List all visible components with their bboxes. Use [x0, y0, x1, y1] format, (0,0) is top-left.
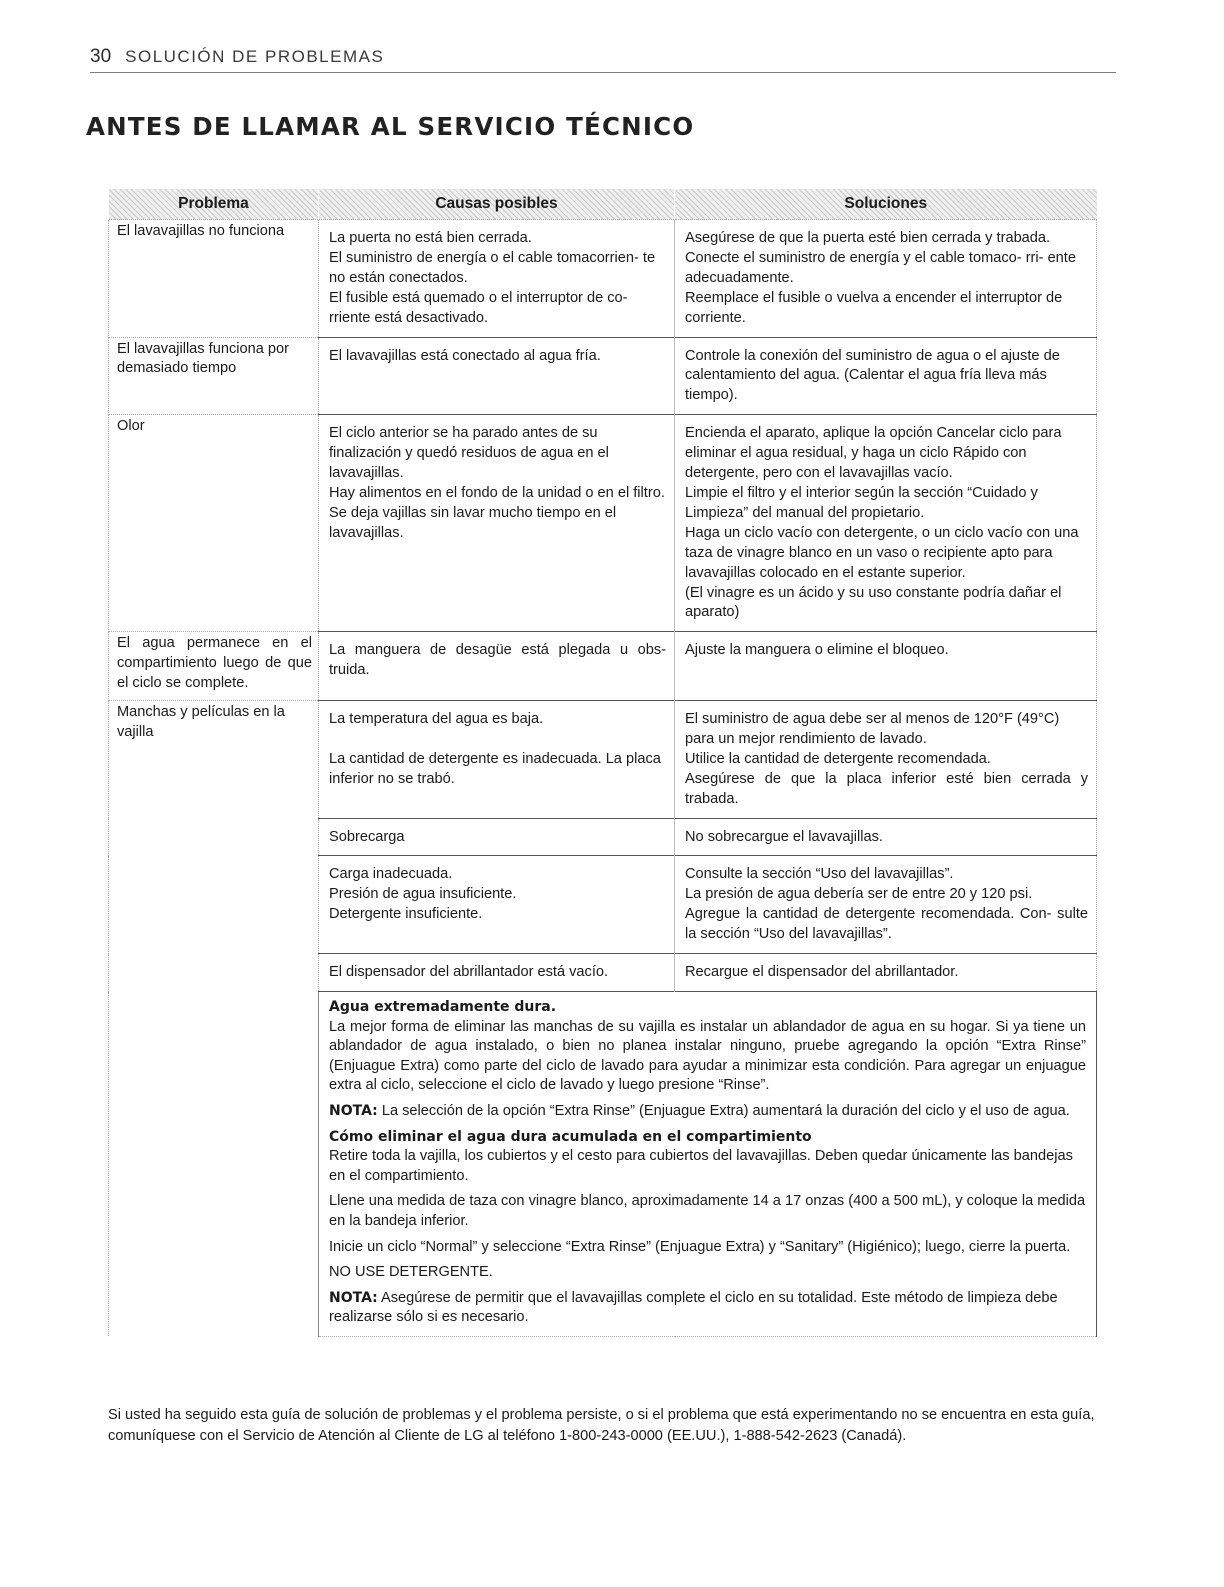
cause-text: Se deja vajillas sin lavar mucho tiempo en el lavavajillas.	[329, 504, 617, 541]
note-subheading: Cómo eliminar el agua dura acumulada en el compartimiento	[329, 1128, 812, 1145]
solution-text: Recargue el dispensador del abrillantador.	[685, 964, 959, 981]
column-header-solutions: Soluciones	[675, 189, 1097, 220]
solution-text: Controle la conexión del suministro de agua o el ajuste de calentamiento del agua. (Calentar el agua fría lleva más tiempo).	[685, 347, 1060, 404]
nota-text: Asegúrese de permitir que el lavavajillas complete el ciclo en su totalidad. Este método de limpieza debe realizarse sólo si es necesario.	[329, 1289, 1058, 1326]
solution-text: Agregue la cantidad de detergente recomendada. Con- sulte la sección “Uso del lavavajillas”.	[685, 906, 1088, 943]
causes-cell	[319, 415, 675, 632]
table-row	[109, 701, 1097, 819]
hard-water-note-box	[319, 992, 1097, 1337]
solution-text: Encienda el aparato, aplique la opción Cancelar ciclo para eliminar el agua residual, y haga un ciclo Rápido con detergente, pero con el lavavajillas vacío.	[685, 425, 1062, 482]
problem-cell: El agua permanece en el compartimiento luego de que el ciclo se complete.	[109, 632, 319, 701]
cause-text: Hay alimentos en el fondo de la unidad o en el filtro.	[329, 484, 665, 501]
cause-text: El fusible está quemado o el interruptor de co- rriente está desactivado.	[329, 289, 628, 326]
solutions-cell	[675, 701, 1097, 819]
table-row	[109, 220, 1097, 338]
page-title: ANTES DE LLAMAR AL SERVICIO TÉCNICO	[86, 112, 695, 141]
cause-text: El dispensador del abrillantador está vacío.	[329, 964, 609, 981]
solution-text: (El vinagre es un ácido y su uso constante podría dañar el aparato)	[685, 584, 1062, 621]
table-header-row	[109, 189, 1097, 220]
solution-text: El suministro de agua debe ser al menos de 120°F (49°C) para un mejor rendimiento de lavado.	[685, 711, 1060, 747]
cause-text: Sobrecarga	[329, 828, 405, 845]
problem-cell: Manchas y películas en la vajilla	[109, 701, 319, 1337]
solution-text: Asegúrese de que la puerta esté bien cerrada y trabada.	[685, 230, 1051, 246]
causes-cell	[319, 632, 675, 701]
note-step: Llene una medida de taza con vinagre blanco, aproximadamente 14 a 17 onzas (400 a 500 mL), y coloque la medida en la bandeja inferior.	[329, 1193, 1086, 1229]
cause-text: El suministro de energía o el cable tomacorrien- te no están conectados.	[329, 249, 656, 286]
solution-text: La presión de agua debería ser de entre 20 y 120 psi.	[685, 886, 1033, 903]
note-step: Inicie un ciclo “Normal” y seleccione “Extra Rinse” (Enjuague Extra) y “Sanitary” (Higiénico); luego, cierre la puerta.	[329, 1238, 1071, 1255]
solution-text: Ajuste la manguera o elimine el bloqueo.	[685, 642, 949, 659]
solution-text: Asegúrese de que la placa inferior esté bien cerrada y trabada.	[685, 770, 1088, 807]
causes-cell	[319, 856, 675, 954]
cause-text: La cantidad de detergente es inadecuada. La placa inferior no se trabó.	[329, 750, 661, 787]
causes-cell	[319, 337, 675, 415]
cause-text: Presión de agua insuficiente.	[329, 886, 517, 903]
cause-text: La puerta no está bien cerrada.	[329, 230, 532, 246]
cause-spacer	[329, 730, 666, 750]
solutions-cell	[675, 337, 1097, 415]
solution-text: Haga un ciclo vacío con detergente, o un ciclo vacío con una taza de vinagre blanco en un vaso o recipiente apto para lavavajillas colocado en el estante superior.	[685, 524, 1079, 581]
footer-contact-text: Si usted ha seguido esta guía de solución de problemas y el problema persiste, o si el problema que está experimentando no se encuentra en esta guía, comuníquese con el Servicio de Atención al Cliente de LG al teléfono 1-800-243-0000 (EE.UU.), 1-888-542-2623 (Canadá).	[108, 1407, 1095, 1444]
solution-text: Limpie el filtro y el interior según la sección “Cuidado y Limpieza” del manual del propietario.	[685, 484, 1038, 521]
causes-cell	[319, 818, 675, 856]
column-header-problem: Problema	[109, 189, 319, 220]
nota-text: La selección de la opción “Extra Rinse” (Enjuague Extra) aumentará la duración del ciclo y el uso de agua.	[377, 1102, 1070, 1119]
note-intro: La mejor forma de eliminar las manchas de su vajilla es instalar un ablandador de agua en su hogar. Si ya tiene un ablandador de agua instalado, o bien no planea instalar ninguno, pruebe agregando la opción “Extra Rinse” (Enjuague Extra) como parte del ciclo de lavado para ayudar a minimizar esta condición. Para agregar un enjuague extra al ciclo, seleccione el ciclo de lavado y luego presione “Rinse”.	[329, 1018, 1086, 1094]
column-header-causes: Causas posibles	[319, 189, 675, 220]
nota-label: NOTA:	[329, 1289, 378, 1306]
table-row	[109, 415, 1097, 632]
page-header	[90, 46, 1116, 73]
page-number: 30	[90, 46, 112, 67]
note-step: Retire toda la vajilla, los cubiertos y el cesto para cubiertos del lavavajillas. Deben quedar únicamente las bandejas en el compartimiento.	[329, 1148, 1073, 1184]
note-paragraph	[329, 1289, 1086, 1328]
problem-cell: El lavavajillas no funciona	[109, 220, 319, 338]
causes-cell	[319, 954, 675, 992]
solution-text: Conecte el suministro de energía y el cable tomaco- rri- ente adecuadamente.	[685, 249, 1076, 286]
note-heading: Agua extremadamente dura.	[329, 999, 557, 1015]
cause-text: Carga inadecuada.	[329, 866, 453, 883]
table-row	[109, 632, 1097, 701]
solutions-cell	[675, 818, 1097, 856]
solutions-cell	[675, 954, 1097, 992]
note-step: NO USE DETERGENTE.	[329, 1264, 493, 1281]
problem-cell: El lavavajillas funciona por demasiado tiempo	[109, 337, 319, 415]
table-row	[109, 337, 1097, 415]
cause-text: La manguera de desagüe está plegada u obs- truida.	[329, 642, 666, 679]
section-title: SOLUCIÓN DE PROBLEMAS	[125, 47, 385, 66]
solution-text: Reemplace el fusible o vuelva a encender el interruptor de corriente.	[685, 289, 1063, 326]
nota-label: NOTA:	[329, 1102, 378, 1119]
note-paragraph	[329, 1102, 1086, 1122]
cause-text: La temperatura del agua es baja.	[329, 711, 544, 728]
troubleshooting-table	[108, 189, 1097, 1337]
causes-cell	[319, 701, 675, 819]
problem-cell: Olor	[109, 415, 319, 632]
cause-text: Detergente insuficiente.	[329, 906, 483, 923]
solutions-cell	[675, 220, 1097, 338]
solution-text: Consulte la sección “Uso del lavavajillas”.	[685, 866, 954, 883]
cause-text: El ciclo anterior se ha parado antes de su finalización y quedó residuos de agua en el lavavajillas.	[329, 425, 609, 482]
solution-text: No sobrecargue el lavavajillas.	[685, 828, 883, 845]
solution-text: Utilice la cantidad de detergente recomendada.	[685, 750, 991, 767]
solutions-cell	[675, 415, 1097, 632]
cause-text: El lavavajillas está conectado al agua fría.	[329, 347, 601, 364]
solutions-cell	[675, 856, 1097, 954]
causes-cell	[319, 220, 675, 338]
solutions-cell	[675, 632, 1097, 701]
